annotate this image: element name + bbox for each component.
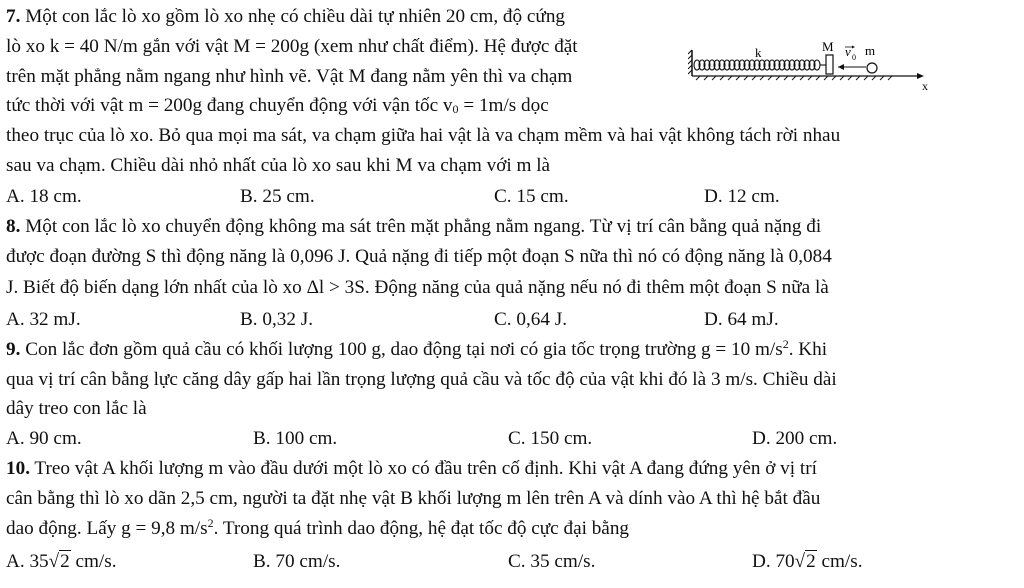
q9-text-1: Con lắc đơn gồm quả cầu có khối lượng 100 g, dao động tại nơi có gia tốc trọng trường g = 10 m/s <box>20 339 783 360</box>
q10-option-a-prefix: A. 35 <box>6 551 49 572</box>
q10-option-a <box>6 552 117 571</box>
q10-option-a-suffix: cm/s. <box>70 551 117 572</box>
sqrt-symbol: √2 <box>48 551 70 572</box>
q10-number: 10. <box>6 458 30 479</box>
q7-line-1 <box>6 7 565 26</box>
q7-number: 7. <box>6 6 21 27</box>
q9-line-1 <box>6 337 828 360</box>
q7-line-5: theo trục của lò xo. Bỏ qua mọi ma sát, va chạm giữa hai vật là va chạm mềm và hai vật không tách rời nhau <box>6 125 841 146</box>
label-v: v <box>845 44 851 59</box>
q8-line-1 <box>6 217 821 236</box>
block-M <box>826 55 833 74</box>
q7-text-1: Một con lắc lò xo gồm lò xo nhẹ có chiều dài tự nhiên 20 cm, độ cứng <box>20 6 566 27</box>
q8-text-1: Một con lắc lò xo chuyển động không ma sát trên mặt phẳng nằm ngang. Từ vị trí cân bằng quả nặng đi <box>20 216 822 237</box>
q10-line-1 <box>6 459 817 478</box>
q7-option-d: D. 12 cm. <box>704 186 780 207</box>
label-m: m <box>865 43 876 58</box>
q8-option-d: D. 64 mJ. <box>704 309 779 330</box>
q10-text-1: Treo vật A khối lượng m vào đầu dưới một lò xo có đầu trên cố định. Khi vật A đang đứng yên ở vị trí <box>29 458 817 479</box>
q7-option-c: C. 15 cm. <box>494 186 569 207</box>
q10-option-b: B. 70 cm/s. <box>253 551 341 572</box>
spring-mass-figure <box>688 36 938 92</box>
q9-superscript: 2 <box>782 337 789 351</box>
q9-option-a: A. 90 cm. <box>6 428 82 449</box>
label-x: x <box>922 79 928 92</box>
q10-option-d-suffix: cm/s. <box>816 551 863 572</box>
q9-line-2: qua vị trí cân bằng lực căng dây gấp hai lần trọng lượng quả cầu và tốc độ của vật khi đó là 3 m/s. Chiều dài <box>6 369 837 390</box>
ball-m <box>867 63 877 73</box>
q9-option-c: C. 150 cm. <box>508 428 593 449</box>
q10-option-c: C. 35 cm/s. <box>508 551 596 572</box>
label-v-sub: 0 <box>852 53 856 62</box>
q10-option-d-prefix: D. 70 <box>752 551 795 572</box>
q8-line-2: được đoạn đường S thì động năng là 0,096 J. Quả nặng đi tiếp một đoạn S nữa thì nó có động năng là 0,084 <box>6 246 832 267</box>
q8-line-3: J. Biết độ biến dạng lớn nhất của lò xo Δl > 3S. Động năng của quả nặng nếu nó đi thêm một đoạn S nữa là <box>6 277 829 298</box>
q10-option-d <box>752 552 863 571</box>
q9-option-b: B. 100 cm. <box>253 428 338 449</box>
q9-line-3: dây treo con lắc là <box>6 398 147 419</box>
label-k: k <box>755 45 762 60</box>
q8-option-a: A. 32 mJ. <box>6 309 81 330</box>
label-M: M <box>822 39 834 54</box>
q10-option-a-radicand: 2 <box>60 551 70 572</box>
q7-option-a: A. 18 cm. <box>6 186 82 207</box>
q7-option-b: B. 25 cm. <box>240 186 315 207</box>
q10-text-3-tail: . Trong quá trình dao động, hệ đạt tốc độ cực đại bằng <box>213 518 630 539</box>
q7-v0-subscript: 0 <box>452 102 459 116</box>
spring-coils <box>694 60 820 70</box>
q7-line-4 <box>6 96 549 115</box>
q10-superscript: 2 <box>207 516 214 530</box>
q7-line-6: sau va chạm. Chiều dài nhỏ nhất của lò xo sau khi M va chạm với m là <box>6 155 551 176</box>
q8-number: 8. <box>6 216 21 237</box>
q9-number: 9. <box>6 339 21 360</box>
q10-line-3 <box>6 516 630 539</box>
q10-text-3: dao động. Lấy g = 9,8 m/s <box>6 518 208 539</box>
q10-line-2: cân bằng thì lò xo dãn 2,5 cm, người ta đặt nhẹ vật B khối lượng m lên trên A và dính vào A thì hệ bắt đầu <box>6 488 821 509</box>
q7-line-3: trên mặt phẳng nằm ngang như hình vẽ. Vật M đang nằm yên thì va chạm <box>6 66 573 87</box>
q9-option-d: D. 200 cm. <box>752 428 838 449</box>
q8-option-b: B. 0,32 J. <box>240 309 314 330</box>
q8-option-c: C. 0,64 J. <box>494 309 568 330</box>
sqrt-symbol: √2 <box>794 551 816 572</box>
q7-text-4: tức thời với vật m = 200g đang chuyển động với vận tốc v <box>6 95 453 116</box>
q9-text-1-tail: . Khi <box>788 339 828 360</box>
q10-option-d-radicand: 2 <box>806 551 816 572</box>
q7-text-4-tail: = 1m/s dọc <box>458 95 549 116</box>
q7-line-2: lò xo k = 40 N/m gắn với vật M = 200g (xem như chất điểm). Hệ được đặt <box>6 36 578 57</box>
